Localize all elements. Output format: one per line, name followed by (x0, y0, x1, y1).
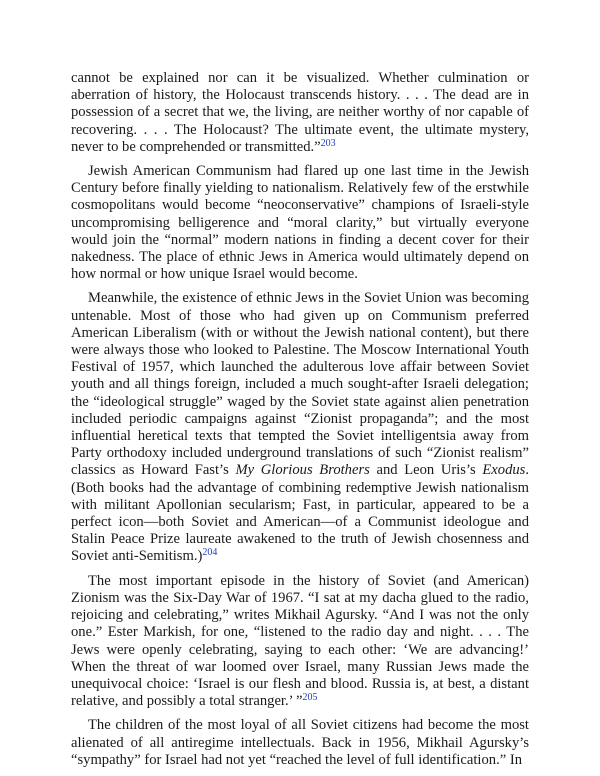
paragraph (71, 163, 529, 283)
footnote-reference-link[interactable]: 203 (320, 137, 336, 149)
paragraph-text: . (Both books had the advantage of combining redemptive Jewish nationalism with militant Apollonian secularism; Fast, in particular, appeared to be a perfect icon—both Soviet and American—of a Communist ideologue and Stalin Peace Prize laureate awakened to the truth of Jewish chosenness and Soviet anti-Semitism.) (71, 462, 529, 565)
paragraph-text: and Leon Uris’s (369, 462, 483, 479)
paragraph (71, 70, 529, 156)
paragraph (71, 717, 529, 769)
paragraph-text: The children of the most loyal of all Soviet citizens had become the most alienated of all antiregime intellectuals. Back in 1956, Mikhail Agursky’s “sympathy” for Israel had not yet “reached the level of full identification.” In (71, 717, 529, 768)
book-title-text: Exodus (482, 462, 526, 479)
paragraph-text: The most important episode in the history of Soviet (and American) Zionism was the Six-Day War of 1967. “I sat at my dacha glued to the radio, rejoicing and celebrating,” writes Mikhail Agursky. “And I was not the only one.” Ester Markish, for one, “listened to the radio day and night. . . . The Jews were openly celebrating, saying to each other: ‘We are advancing!’ When the threat of war loomed over Israel, many Russian Jews made the unequivocal choice: ‘Israel is our flesh and blood. Russia is, at best, a distant relative, and possibly a total stranger.’ ” (71, 572, 529, 710)
paragraph-text: Meanwhile, the existence of ethnic Jews in the Soviet Union was becoming untenable. Most of those who had given up on Communism preferred American Liberalism (with or without the Jewish national content), but there were always those who looked to Palestine. The Moscow International Youth Festival of 1957, which launched the adulterous love affair between Soviet youth and all things foreign, included a much sought-after Israeli delegation; the “ideological struggle” waged by the Soviet state against alien penetration included periodic campaigns against “Zionist propaganda”; and the most influential heretical texts that tempted the Soviet intelligentsia away from Party orthodoxy included underground translations of such “Zionist realism” classics as Howard Fast’s (71, 290, 529, 479)
book-title-text: My Glorious Brothers (235, 462, 370, 479)
book-page-text (71, 70, 529, 776)
footnote-reference-link[interactable]: 204 (202, 547, 218, 559)
paragraph-text: Jewish American Communism had flared up one last time in the Jewish Century before finally yielding to nationalism. Relatively few of the erstwhile cosmopolitans would become “neoconservative” champions of Israeli-style uncompromising belligerence and “moral clarity,” but virtually everyone would join the “normal” modern nations in finding a decent cover for their nakedness. The place of ethnic Jews in America would ultimately depend on how normal or how unique Israel would become. (71, 163, 529, 283)
footnote-reference-link[interactable]: 205 (302, 692, 318, 704)
paragraph (71, 290, 529, 565)
paragraph (71, 573, 529, 711)
paragraph-text: cannot be explained nor can it be visualized. Whether culmination or aberration of history, the Holocaust transcends history. . . . The dead are in possession of a secret that we, the living, are neither worthy of nor capable of recovering. . . . The Holocaust? The ultimate event, the ultimate mystery, never to be comprehended or transmitted.” (71, 70, 529, 155)
